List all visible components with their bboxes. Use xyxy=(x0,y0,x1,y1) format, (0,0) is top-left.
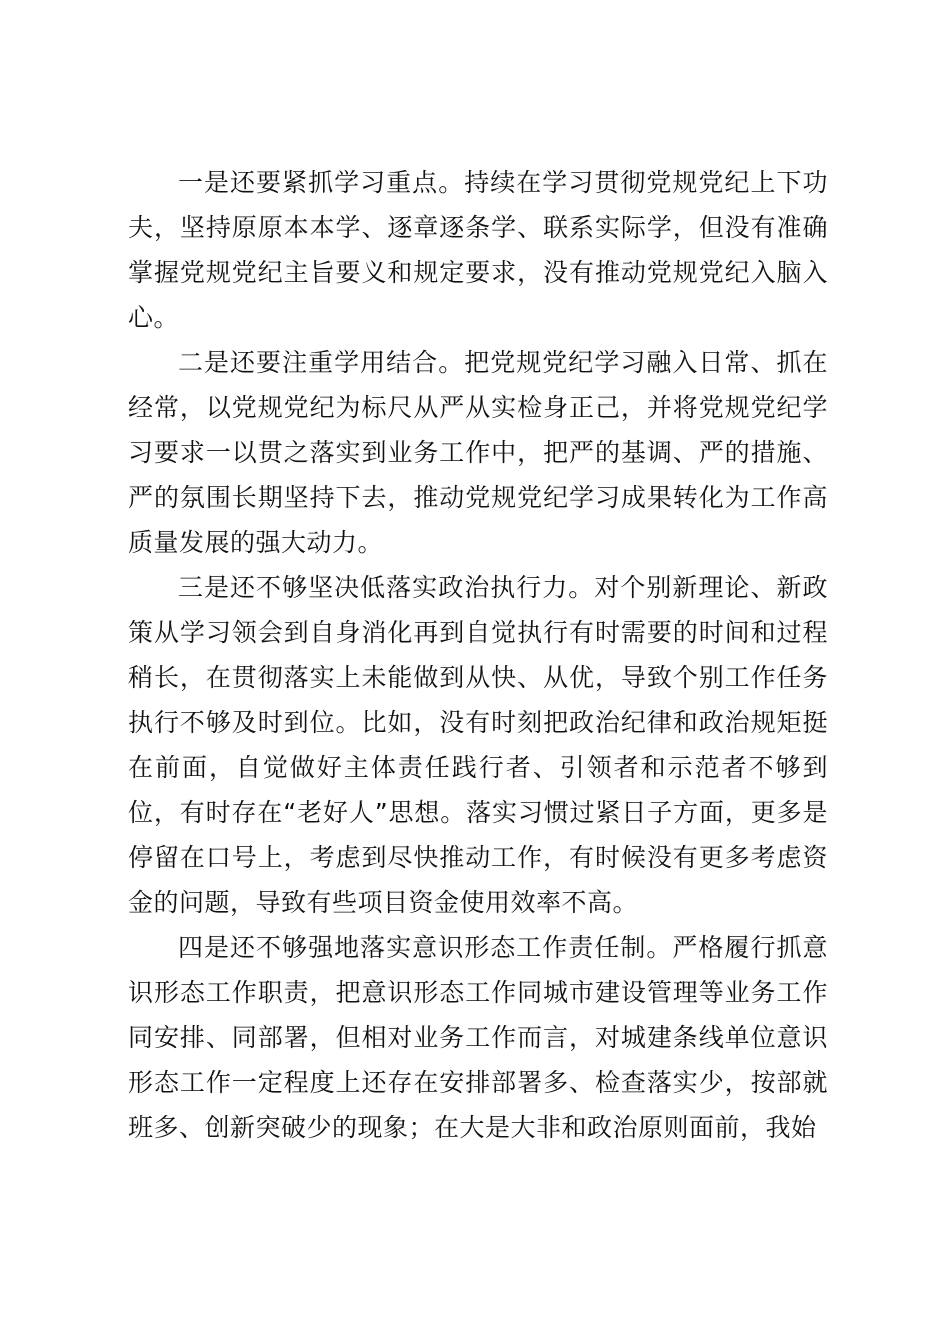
paragraph-3: 三是还不够坚决低落实政治执行力。对个别新理论、新政策从学习领会到自身消化再到自觉执行有时需要的时间和过程稍长，在贯彻落实上未能做到从快、从优，导致个别工作任务执行不够及时到位。比如，没有时刻把政治纪律和政治规矩挺在前面，自觉做好主体责任践行者、引领者和示范者不够到位，有时存在“老好人”思想。落实习惯过紧日子方面，更多是停留在口号上，考虑到尽快推动工作，有时候没有更多考虑资金的问题，导致有些项目资金使用效率不高。 xyxy=(128,573,828,917)
paragraph-2: 二是还要注重学用结合。把党规党纪学习融入日常、抓在经常，以党规党纪为标尺从严从实检身正己，并将党规党纪学习要求一以贯之落实到业务工作中，把严的基调、严的措施、严的氛围长期坚持下去，推动党规党纪学习成果转化为工作高质量发展的强大动力。 xyxy=(128,348,828,557)
document-body xyxy=(128,160,828,1150)
paragraph-4: 四是还不够强地落实意识形态工作责任制。严格履行抓意识形态工作职责，把意识形态工作同城市建设管理等业务工作同安排、同部署，但相对业务工作而言，对城建条线单位意识形态工作一定程度上还存在安排部署多、检查落实少，按部就班多、创新突破少的现象；在大是大非和政治原则面前，我始 xyxy=(128,933,828,1142)
paragraph-1: 一是还要紧抓学习重点。持续在学习贯彻党规党纪上下功夫，坚持原原本本学、逐章逐条学、联系实际学，但没有准确掌握党规党纪主旨要义和规定要求，没有推动党规党纪入脑入心。 xyxy=(128,168,828,332)
